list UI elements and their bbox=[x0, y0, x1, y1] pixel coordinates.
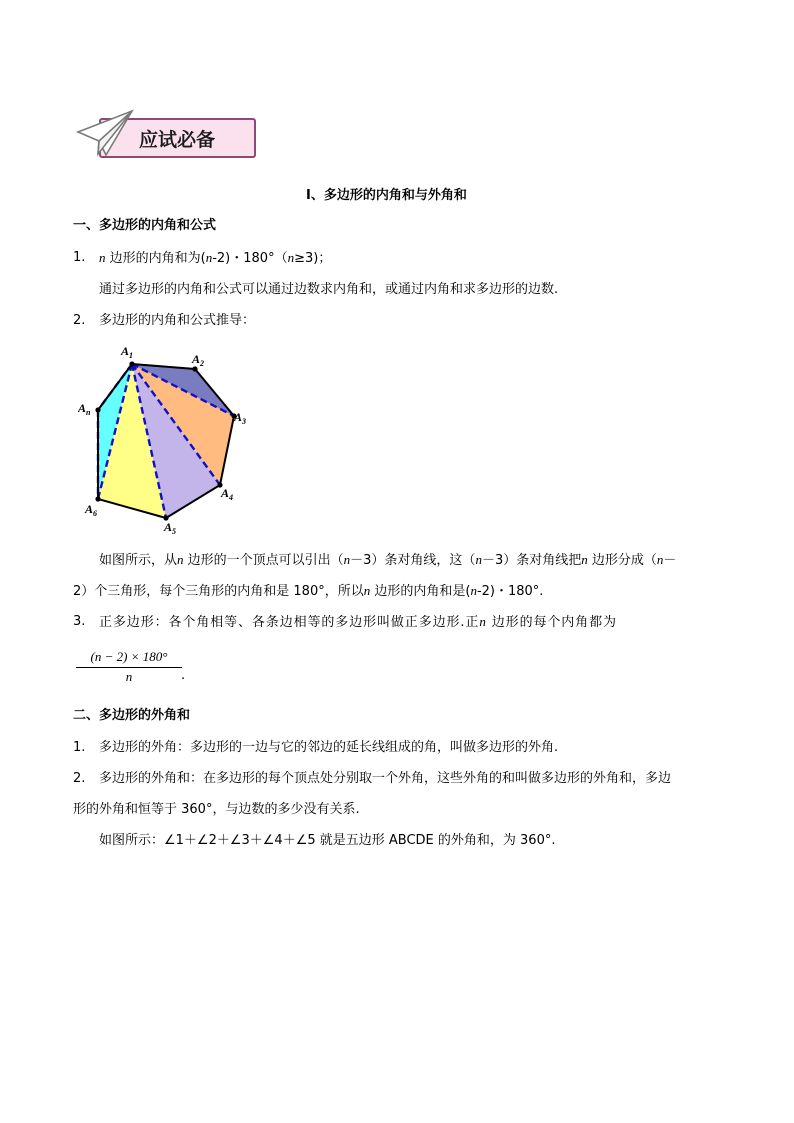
fraction-bar bbox=[76, 667, 182, 668]
label-an: $A_n$ bbox=[78, 401, 91, 417]
exterior-sum-line-2: 形的外角和恒等于 360°，与边数的多少没有关系. bbox=[73, 802, 360, 817]
exterior-angle-definition: 多边形的外角：多边形的一边与它的邻边的延长线组成的角，叫做多边形的外角. bbox=[99, 740, 559, 755]
label-a3: $A_3$ bbox=[234, 410, 247, 426]
exterior-sum-line-1: 多边形的外角和：在多边形的每个顶点处分别取一个外角，这些外角的和叫做多边形的外角和，多边 bbox=[99, 771, 672, 786]
badge-title: 应试必备 bbox=[139, 129, 216, 151]
interior-angle-fraction bbox=[76, 649, 182, 685]
fraction-denominator: n bbox=[125, 669, 133, 684]
var-n: n bbox=[99, 250, 106, 265]
var-n: n bbox=[287, 250, 295, 265]
formula-interior-sum bbox=[99, 249, 331, 268]
item-number: 2. bbox=[73, 313, 86, 328]
fraction-tail: . bbox=[181, 668, 186, 683]
text: ≥3)； bbox=[294, 251, 332, 266]
heading-interior-angle-formula: 一、多边形的内角和公式 bbox=[73, 218, 217, 233]
item-number: 1. bbox=[73, 740, 86, 755]
item-number: 3. bbox=[73, 614, 86, 629]
note-usage: 通过多边形的内角和公式可以通过边数求内角和，或通过内角和求多边形的边数. bbox=[99, 282, 559, 297]
label-a5: $A_5$ bbox=[164, 520, 177, 536]
regular-polygon-definition: 正多边形：各个角相等、各条边相等的多边形叫做正多边形.正n 边形的每个内角都为 bbox=[99, 614, 617, 630]
label-a2: $A_2$ bbox=[192, 352, 205, 368]
exterior-sum-example: 如图所示：∠1＋∠2＋∠3＋∠4＋∠5 就是五边形 ABCDE 的外角和，为 360°. bbox=[99, 833, 556, 848]
label-a1: $A_1$ bbox=[121, 344, 134, 360]
text: -2)・180°（ bbox=[212, 251, 288, 266]
derivation-title: 多边形的内角和公式推导： bbox=[99, 313, 256, 328]
item-number: 1. bbox=[73, 250, 86, 265]
heading-exterior-angle-sum: 二、多边形的外角和 bbox=[73, 708, 191, 723]
heptagon-triangulation-figure bbox=[78, 342, 258, 538]
item-number: 2. bbox=[73, 771, 86, 786]
text: 边形的内角和为( bbox=[105, 251, 206, 266]
label-a6: $A_6$ bbox=[85, 502, 98, 518]
derivation-line-1: 如图所示，从n 边形的一个顶点可以引出（n－3）条对角线，这（n－3）条对角线把n 边形分成（n－ bbox=[99, 552, 677, 568]
paper-plane-icon bbox=[76, 108, 138, 164]
var-n: n bbox=[205, 250, 213, 265]
derivation-line-2: 2）个三角形，每个三角形的内角和是 180°，所以n 边形的内角和是(n-2)・180°. bbox=[73, 583, 544, 599]
section-title: Ⅰ、多边形的内角和与外角和 bbox=[306, 188, 467, 203]
fraction-numerator: (n − 2) × 180° bbox=[90, 649, 168, 664]
label-a4: $A_4$ bbox=[221, 486, 234, 502]
